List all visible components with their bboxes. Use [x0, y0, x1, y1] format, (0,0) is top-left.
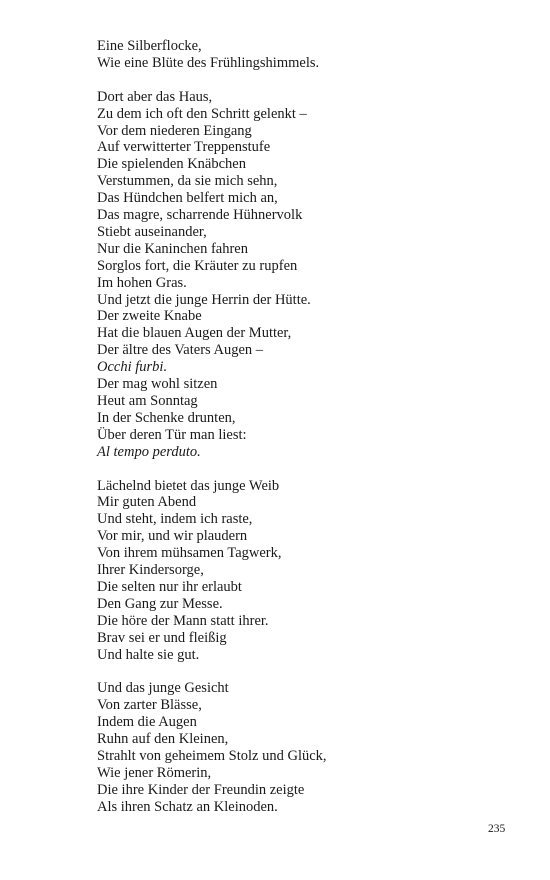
poem-line: Der mag wohl sitzen: [97, 376, 218, 393]
poem-line: Auf verwitterter Treppenstufe: [97, 139, 271, 156]
poem-text: [97, 38, 327, 816]
stanza-break: [97, 72, 327, 89]
poem-line: Dort aber das Haus,: [97, 88, 213, 105]
poem-line: Das magre, scharrende Hühnervolk: [97, 207, 303, 224]
poem-line: Heut am Sonntag: [97, 393, 198, 410]
poem-line: Zu dem ich oft den Schritt gelenkt –: [97, 105, 307, 122]
poem-line: Der zweite Knabe: [97, 308, 202, 325]
poem-line: Sorglos fort, die Kräuter zu rupfen: [97, 257, 298, 274]
poem-line: Die spielenden Knäbchen: [97, 156, 246, 173]
poem-line: Von ihrem mühsamen Tagwerk,: [97, 545, 282, 562]
poem-line: Al tempo perduto.: [97, 443, 201, 460]
poem-line: Verstummen, da sie mich sehn,: [97, 173, 278, 190]
poem-line: Wie jener Römerin,: [97, 764, 212, 781]
poem-line: Über deren Tür man liest:: [97, 426, 247, 443]
poem-line: Eine Silberflocke,: [97, 38, 202, 54]
stanza: [97, 478, 327, 664]
poem-line: Der ältre des Vaters Augen –: [97, 342, 264, 359]
poem-line: Das Hündchen belfert mich an,: [97, 190, 278, 207]
poem-line: Wie eine Blüte des Frühlingshimmels.: [97, 54, 320, 71]
poem-line: Im hohen Gras.: [97, 274, 187, 291]
poem-line: Mir guten Abend: [97, 494, 197, 511]
poem-line: Strahlt von geheimem Stolz und Glück,: [97, 748, 327, 765]
poem-line: Und das junge Gesicht: [97, 680, 229, 697]
stanza: [97, 680, 327, 815]
poem-line: Die höre der Mann statt ihrer.: [97, 612, 269, 629]
page-number: 235: [488, 823, 506, 835]
poem-line: Occhi furbi.: [97, 359, 168, 376]
poem-line: Den Gang zur Messe.: [97, 595, 223, 612]
poem-line: Die selten nur ihr erlaubt: [97, 578, 242, 595]
poem-line: In der Schenke drunten,: [97, 409, 236, 426]
poem-line: Ihrer Kindersorge,: [97, 562, 204, 579]
stanza: [97, 38, 327, 72]
poem-line: Hat die blauen Augen der Mutter,: [97, 325, 292, 342]
poem-line: Und steht, indem ich raste,: [97, 511, 253, 528]
poem-line: Brav sei er und fleißig: [97, 629, 227, 646]
poem-line: Stiebt auseinander,: [97, 223, 207, 240]
poem-line: Und jetzt die junge Herrin der Hütte.: [97, 291, 311, 308]
stanza: [97, 89, 327, 461]
stanza-break: [97, 664, 327, 681]
poem-line: Vor dem niederen Eingang: [97, 122, 252, 139]
poem-line: Lächelnd bietet das junge Weib: [97, 477, 280, 494]
poem-line: Ruhn auf den Kleinen,: [97, 731, 229, 748]
poem-line: Die ihre Kinder der Freundin zeigte: [97, 781, 305, 798]
poem-line: Von zarter Blässe,: [97, 697, 202, 714]
poem-line: Indem die Augen: [97, 714, 197, 731]
poem-line: Und halte sie gut.: [97, 646, 200, 663]
stanza-break: [97, 461, 327, 478]
poem-line: Als ihren Schatz an Kleinoden.: [97, 798, 278, 815]
poem-line: Nur die Kaninchen fahren: [97, 240, 248, 257]
poem-line: Vor mir, und wir plaudern: [97, 528, 248, 545]
